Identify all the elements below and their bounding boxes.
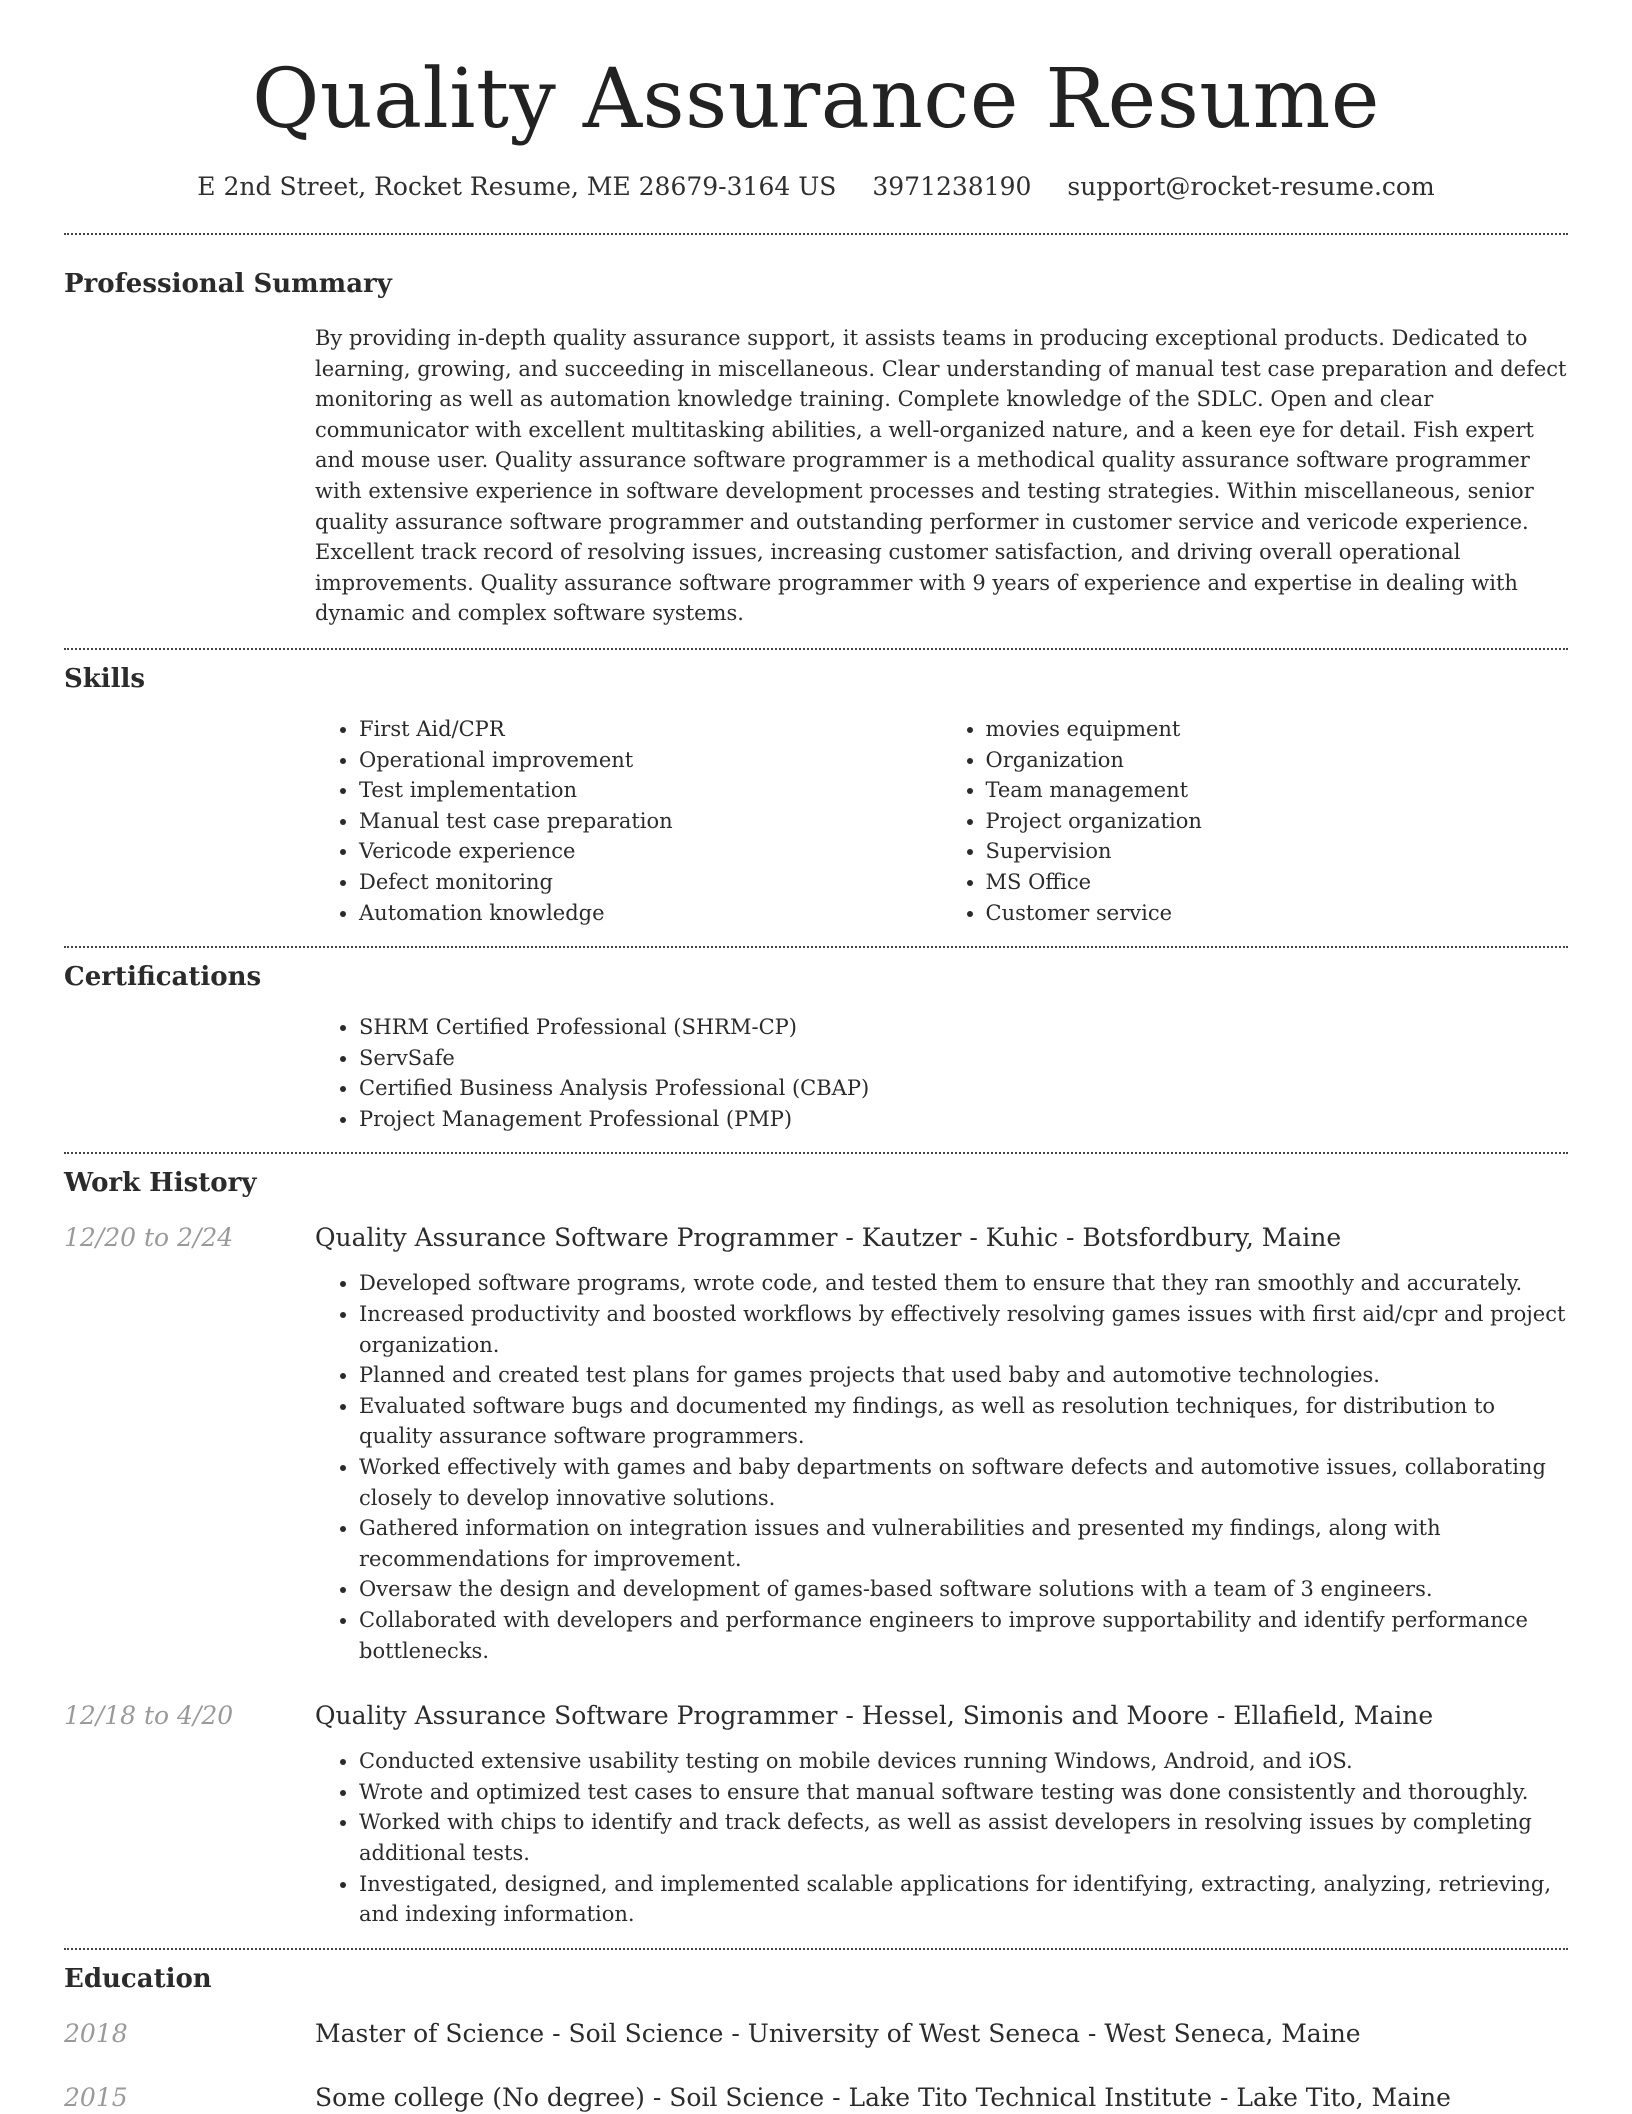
skill-item: • Defect monitoring: [359, 867, 942, 898]
skills-list-left: [315, 714, 942, 928]
certifications-list: [315, 1012, 1568, 1134]
section-title-skills: Skills: [64, 663, 146, 694]
work-date: 12/20 to 2/24: [64, 1223, 234, 1253]
section-title-work: Work History: [64, 1168, 257, 1199]
work-title: Quality Assurance Software Programmer - Hessel, Simonis and Moore - Ellafield, Maine: [315, 1701, 1434, 1731]
certification-item: • Certified Business Analysis Professional (CBAP): [359, 1073, 1568, 1104]
section-title-certifications: Certifications: [64, 962, 262, 993]
work-bullet: • Gathered information on integration issues and vulnerabilities and presented my findings, along with recommendations for improvement.: [359, 1513, 1568, 1574]
work-bullet: • Investigated, designed, and implemented scalable applications for identifying, extracting, analyzing, retrieving, and indexing information.: [359, 1869, 1568, 1930]
skills-list-right: [942, 714, 1569, 928]
resume-name: Quality Assurance Resume: [252, 52, 1380, 147]
skill-item: • Manual test case preparation: [359, 806, 942, 837]
summary-section: [64, 235, 1568, 629]
work-bullet: • Worked effectively with games and baby departments on software defects and automotive issues, collaborating closely to develop innovative solutions.: [359, 1452, 1568, 1513]
work-bullet: • Evaluated software bugs and documented my findings, as well as resolution techniques, for distribution to quality assurance software programmers.: [359, 1391, 1568, 1452]
education-title: Master of Science - Soil Science - University of West Seneca - West Seneca, Maine: [315, 2018, 1361, 2048]
certification-item: • ServSafe: [359, 1043, 1568, 1074]
skill-item: • Operational improvement: [359, 745, 942, 776]
certification-item: • Project Management Professional (PMP): [359, 1104, 1568, 1135]
work-bullet: • Worked with chips to identify and track defects, as well as assist developers in resolving issues by completing additional tests.: [359, 1807, 1568, 1868]
work-title: Quality Assurance Software Programmer - Kautzer - Kuhic - Botsfordbury, Maine: [315, 1223, 1342, 1253]
contact-address: E 2nd Street, Rocket Resume, ME 28679-3164 US: [197, 172, 837, 201]
work-bullets: [315, 1746, 1568, 1930]
skill-item: • Test implementation: [359, 775, 942, 806]
education-date: 2015: [64, 2082, 128, 2112]
work-bullet: • Collaborated with developers and performance engineers to improve supportability and identify performance bottlenecks.: [359, 1605, 1568, 1666]
section-title-summary: Professional Summary: [64, 269, 392, 299]
skill-item: • First Aid/CPR: [359, 714, 942, 745]
contact-line: [64, 170, 1568, 204]
work-bullet: • Planned and created test plans for games projects that used baby and automotive technologies.: [359, 1360, 1568, 1391]
skill-item: • Team management: [986, 775, 1569, 806]
education-title: Some college (No degree) - Soil Science - Lake Tito Technical Institute - Lake Tito, Maine: [315, 2082, 1451, 2112]
education-date: 2018: [64, 2018, 128, 2048]
work-bullets: [315, 1268, 1568, 1666]
skills-section: [64, 650, 1568, 928]
skill-item: • MS Office: [986, 867, 1569, 898]
work-entry: [64, 1700, 1568, 1930]
education-entry: [64, 2018, 1568, 2050]
certification-item: • SHRM Certified Professional (SHRM-CP): [359, 1012, 1568, 1043]
education-section: [64, 1950, 1568, 2114]
skill-item: • movies equipment: [986, 714, 1569, 745]
skill-item: • Customer service: [986, 898, 1569, 929]
work-bullet: • Increased productivity and boosted workflows by effectively resolving games issues with first aid/cpr and project organization.: [359, 1299, 1568, 1360]
work-bullet: • Wrote and optimized test cases to ensure that manual software testing was done consistently and thoroughly.: [359, 1777, 1568, 1808]
work-entry: [64, 1222, 1568, 1666]
contact-email: support@rocket-resume.com: [1067, 172, 1435, 201]
section-title-education: Education: [64, 1963, 212, 1994]
work-history-section: [64, 1154, 1568, 1929]
work-bullet: • Oversaw the design and development of games-based software solutions with a team of 3 engineers.: [359, 1574, 1568, 1605]
skill-item: • Automation knowledge: [359, 898, 942, 929]
certifications-section: [64, 948, 1568, 1134]
contact-phone: 3971238190: [872, 172, 1032, 201]
education-entry: [64, 2082, 1568, 2114]
skill-item: • Supervision: [986, 836, 1569, 867]
work-bullet: • Conducted extensive usability testing on mobile devices running Windows, Android, and iOS.: [359, 1746, 1568, 1777]
skill-item: • Organization: [986, 745, 1569, 776]
work-date: 12/18 to 4/20: [64, 1701, 234, 1731]
work-bullet: • Developed software programs, wrote code, and tested them to ensure that they ran smoothly and accurately.: [359, 1268, 1568, 1299]
summary-text: By providing in-depth quality assurance support, it assists teams in producing exceptional products. Dedicated to learning, growing, and succeeding in miscellaneous. Clear understanding of manual test case preparation and defect monitoring as well as automation knowledge training. Complete knowledge of the SDLC. Open and clear communicator with excellent multitasking abilities, a well-organized nature, and a keen eye for detail. Fish expert and mouse user. Quality assurance software programmer is a methodical quality assurance software programmer with extensive experience in software development processes and testing strategies. Within miscellaneous, senior quality assurance software programmer and outstanding performer in customer service and vericode experience. Excellent track record of resolving issues, increasing customer satisfaction, and driving overall operational improvements. Quality assurance software programmer with 9 years of experience and expertise in dealing with dynamic and complex software systems.: [315, 326, 1567, 626]
skill-item: • Project organization: [986, 806, 1569, 837]
skill-item: • Vericode experience: [359, 836, 942, 867]
